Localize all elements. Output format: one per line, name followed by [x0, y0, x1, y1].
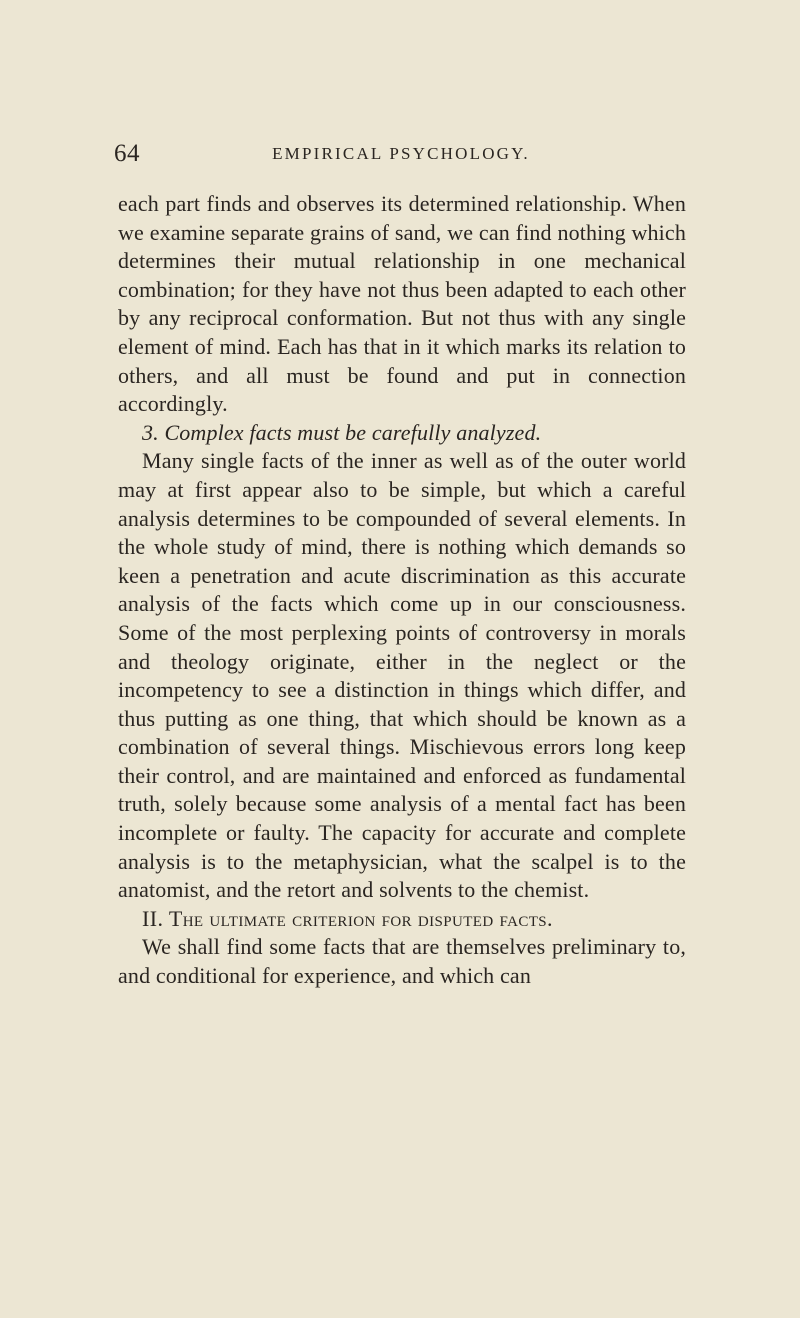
page-header: [114, 140, 688, 170]
paragraph-continuation: each part finds and observes its determined relationship. When we examine separate grains of sand, we can find nothing which determines their mutual relationship in one mechanical combination; for they have not thus been adapted to each other by any reciprocal conformation. But not thus with any single element of mind. Each has that in it which marks its relation to others, and all must be found and put in connection accordingly.: [118, 191, 686, 417]
running-head: EMPIRICAL PSYCHOLOGY.: [272, 144, 530, 163]
subheading: 3. Complex facts must be carefully analyzed.: [142, 419, 542, 445]
section-heading: II. The ultimate criterion for disputed facts.: [142, 905, 553, 931]
paragraph: Many single facts of the inner as well as of the outer world may at first appear also to be simple, but which a careful analysis determines to be compounded of several elements. In the whole study of mind, there is nothing which demands so keen a penetration and acute discrimination as this accurate analysis of the facts which come up in our consciousness. Some of the most perplexing points of controversy in morals and theology originate, either in the neglect or the incompetency to see a distinction in things which differ, and thus putting as one thing, that which should be known as a combination of several things. Mischievous errors long keep their control, and are maintained and enforced as fundamental truth, solely because some analysis of a mental fact has been incomplete or faulty. The capacity for accurate and complete analysis is to the metaphysician, what the scalpel is to the anatomist, and the retort and solvents to the chemist.: [118, 448, 686, 903]
paragraph: We shall find some facts that are themselves preliminary to, and conditional for experience, and which can: [118, 934, 686, 989]
body-text: [118, 190, 686, 991]
page-number: 64: [114, 140, 140, 167]
